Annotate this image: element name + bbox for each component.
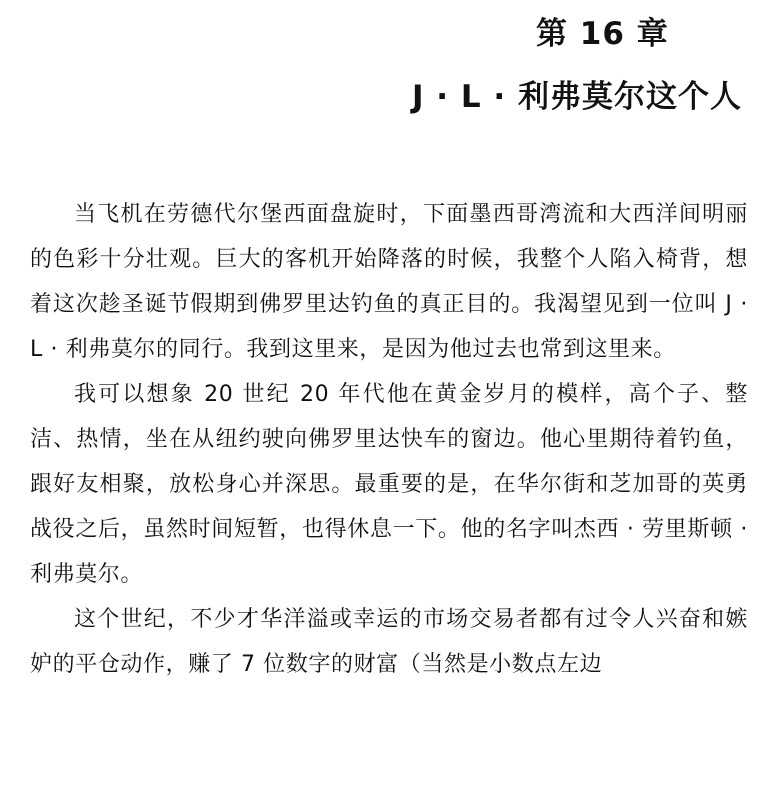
- paragraph: 这个世纪，不少才华洋溢或幸运的市场交易者都有过令人兴奋和嫉妒的平仓动作，赚了 7 位数字的财富（当然是小数点左边: [30, 607, 748, 677]
- chapter-title: J · L · 利弗莫尔这个人: [411, 79, 742, 115]
- chapter-number: 第 16 章: [536, 16, 669, 52]
- body-text: [30, 192, 748, 687]
- paragraph: 当飞机在劳德代尔堡西面盘旋时，下面墨西哥湾流和大西洋间明丽的色彩十分壮观。巨大的客机开始降落的时候，我整个人陷入椅背，想着这次趁圣诞节假期到佛罗里达钓鱼的真正目的。我渴望见到一位叫 J · L · 利弗莫尔的同行。我到这里来，是因为他过去也常到这里来。: [30, 202, 748, 362]
- paragraph: 我可以想象 20 世纪 20 年代他在黄金岁月的模样，高个子、整洁、热情，坐在从纽约驶向佛罗里达快车的窗边。他心里期待着钓鱼，跟好友相聚，放松身心并深思。最重要的是，在华尔街和芝加哥的英勇战役之后，虽然时间短暂，也得休息一下。他的名字叫杰西 · 劳里斯顿 · 利弗莫尔。: [30, 382, 748, 587]
